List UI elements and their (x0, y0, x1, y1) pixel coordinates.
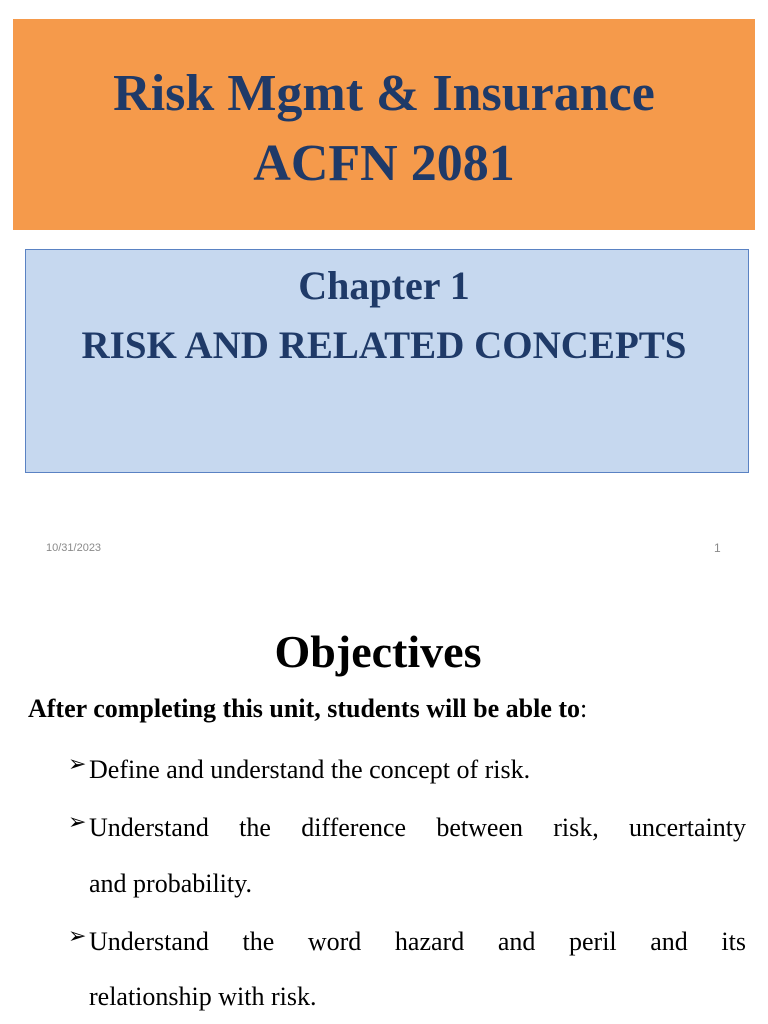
objective-line: Define and understand the concept of risk. (89, 755, 531, 784)
objective-line: relationship with risk. (89, 982, 317, 1011)
slide-number: 1 (714, 541, 721, 555)
arrow-bullet-icon: ➢ (68, 810, 87, 835)
title-banner (13, 19, 755, 230)
chapter-number: Chapter 1 (298, 263, 470, 308)
objectives-heading: Objectives (274, 626, 482, 677)
objective-line: and probability. (89, 869, 252, 898)
intro-colon: : (580, 694, 588, 723)
objective-line: Understand the word hazard and peril and its (89, 927, 746, 956)
course-title: Risk Mgmt & Insurance (113, 65, 655, 122)
intro-text: After completing this unit, students will be able to (28, 694, 581, 723)
objective-line: Understand the difference between risk, uncertainty (89, 813, 746, 842)
arrow-bullet-icon: ➢ (68, 924, 87, 949)
objectives-intro (28, 691, 587, 727)
slide-date: 10/31/2023 (46, 542, 102, 554)
arrow-bullet-icon: ➢ (68, 752, 87, 777)
chapter-title: RISK AND RELATED CONCEPTS (81, 324, 687, 367)
course-code: ACFN 2081 (253, 135, 515, 192)
